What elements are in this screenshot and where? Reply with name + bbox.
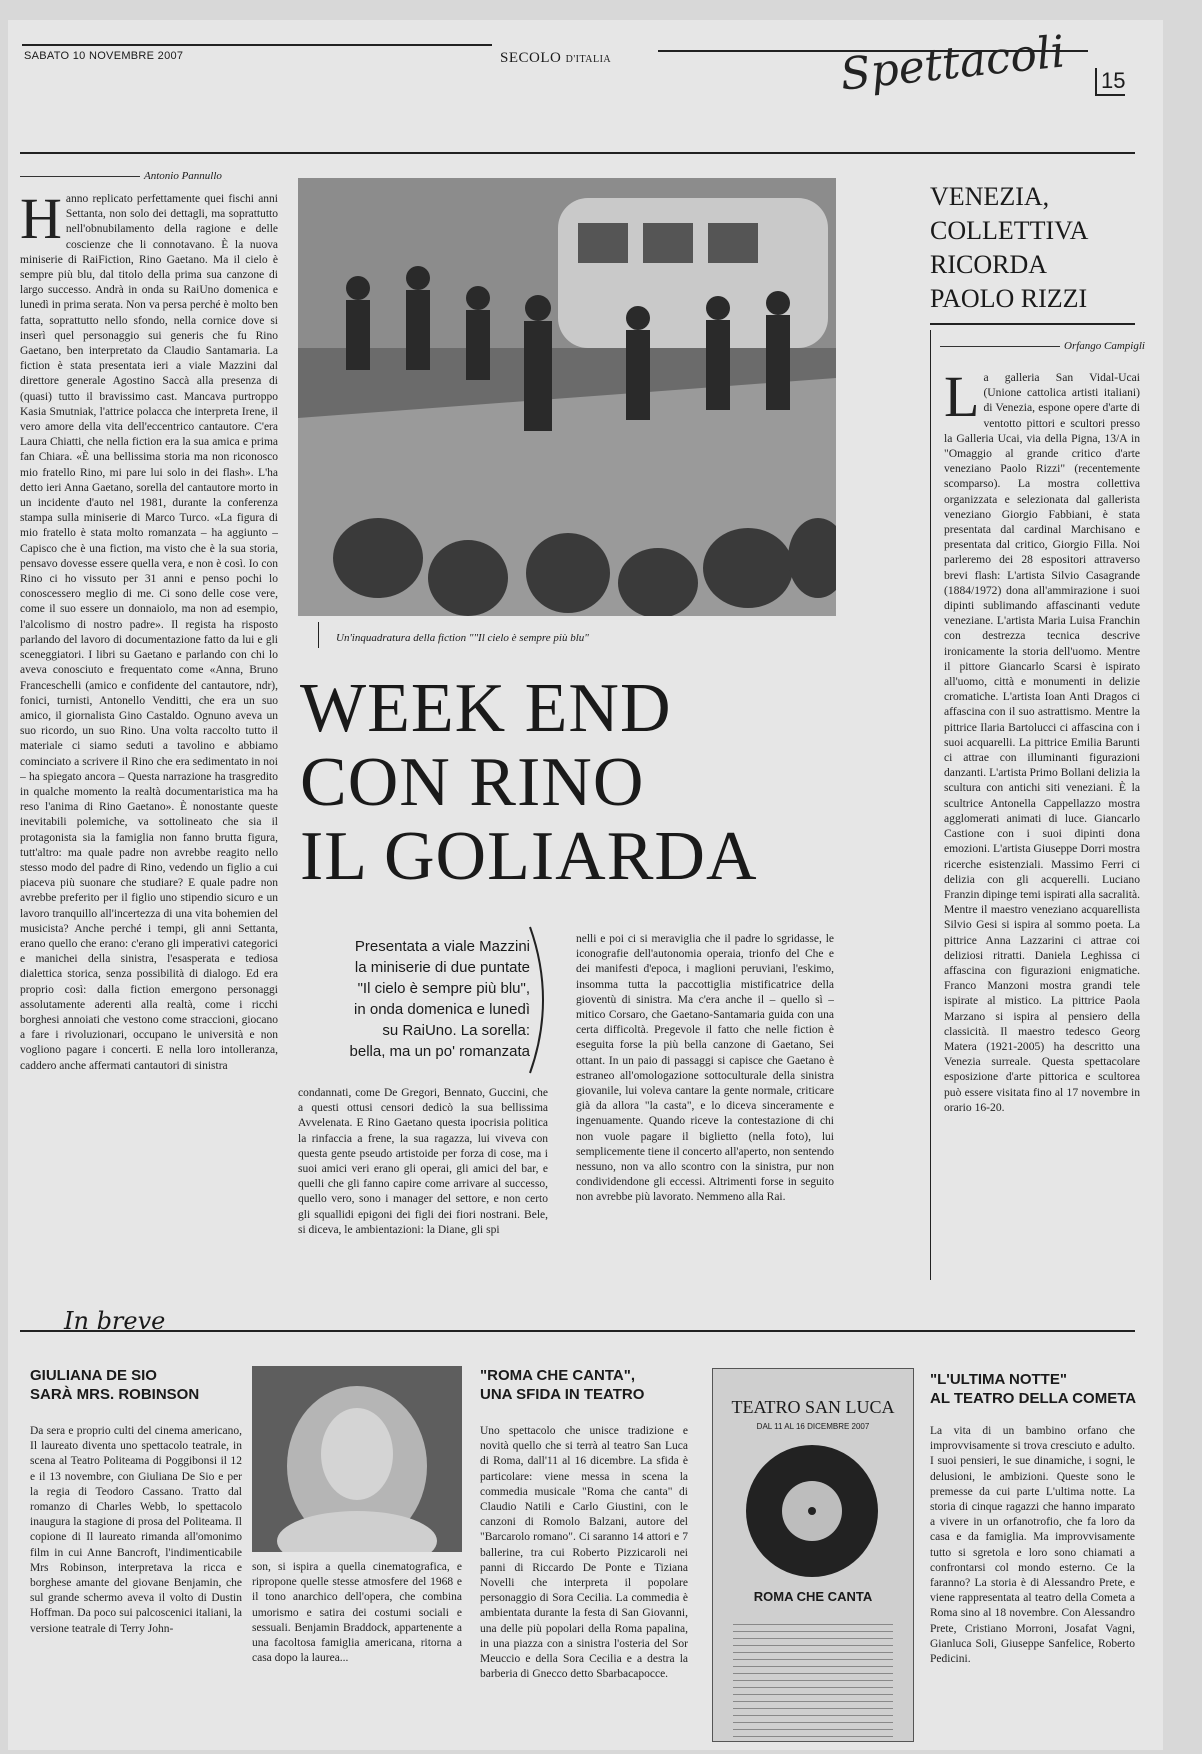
issue-date: SABATO 10 NOVEMBRE 2007 — [24, 50, 184, 62]
brief-2-title-line-2: UNA SFIDA IN TEATRO — [480, 1386, 645, 1403]
main-headline — [300, 672, 840, 894]
subhead-line-6: bella, ma un po' romanzata — [349, 1043, 530, 1060]
brief-2-title — [480, 1366, 710, 1404]
main-column-2: condannati, come De Gregori, Bennato, Guccini, che a questi ottusi censori dedicò la sua bellissima Avvelenata. E Rino Gaetano questa ipocrisia politica la rinfaccia a frene, la sua ragazza, lui viveva con questa gente pseudo artistoide per forza di cose, ma i suoi amici veri erano gli operai, gli amici del bar, e quelli che gli fanno capire come arrivare al successo, quello vero, sono i manager del settore, e non certo gli squallidi epigoni dei figli dei fiori nostrani. Bele, si diceva, le ambientazioni: la Diane, gli spi — [298, 1087, 548, 1236]
brief-3-title-line-1: "L'ULTIMA NOTTE" — [930, 1371, 1067, 1388]
sidebar-headline — [930, 180, 1130, 316]
subhead-line-1: Presentata a viale Mazzini — [354, 938, 530, 955]
sidebar-headline-line-1: VENEZIA, — [930, 182, 1050, 211]
sidebar-headline-line-2: COLLETTIVA — [930, 216, 1089, 245]
brief-3-title — [930, 1370, 1140, 1408]
main-column-1-text: anno replicato perfettamente quei fischi anni Settanta, non solo dei dettagli, ma soprattutto nell'obnubilamento della ragione e delle coscienze che li connotavano. È la nuova miniserie di RaiFiction, Rino Gaetano. Ma il cielo è sempre più blu, dal titolo della prima sua canzone di largo successo. Andrà in onda su RaiUno domenica e lunedì in prima serata. Non va persa perché è molto ben fatta, soprattutto nello sfondo, nella cornice dove si inserì quel personaggio sui generis che fu Rino Gaetano, ben interpretato da Claudio Santamaria. La fiction è stata presentata ieri a viale Mazzini dal direttore generale Agostino Saccà alla presenza di (quasi) tutto il bravissimo cast. Mancava purtroppo Kasia Smutniak, l'attrice polacca che interpreta Irene, il vero amore della vita dell'eccentrico cantautore. C'era Laura Chiatti, che nella fiction era la sua amica e prima fan Chiara. «È una bellissima storia ma non riconosco mio fratello Rino, mi pare lui solo in dei flash». L'ha detto ieri Anna Gaetano, sorella del cantautore morto in un incidente d'auto nel 1981, durante la conferenza stampa sulla miniserie di Marco Turco. «La figura di mio fratello è stata molto romanzata – ha aggiunto – Capisco che è una fiction, ma visto che è la sua storia, pensavo dovesse essere quella vera, e non è così. Io con Rino ci ho vissuto per 31 anni e penso pochi lo conoscessero meglio di me. Ci sono delle cose vere, come il suo essere un donnaiolo, ma non ad esempio, l'alcolismo di nostro padre». Il regista ha risposto parlando del lavoro di documentazione fatto da lui e gli sceneggiatori. I libri su Gaetano e parlando con chi lo aveva conosciuto e frequentato come «Anna, Bruno Franceschelli (amico e confidente del cantautore, ndr), fonici, turnisti, Antonello Venditti, che era un suo amico, il giornalista Gino Castaldo. Ognuno aveva un suo ricordo, un suo Rino. Una volta raccolto tutto il materiale ci siamo seduti a tavolino e abbiamo cominciato a scrivere il Rino che era sedimentato in noi – ha spiegato ancora – Questa narrazione ha trasgredito in qualche momento la realtà documentaristica ma ha reso l'anima di Rino Gaetano». È nonostante queste inevitabili polemiche, va sottolineato che sia il protagonista sia la famiglia non fanno brutta figura, tutt'altro: ma quale padre non avrebbe reagito nello stesso modo del padre di Rino, vedendo un figlio a cui piaceva più suonare che studiare? E quale padre non avrebbe preferito per il figlio uno stipendio sicuro e un lavoro tranquillo all'incertezza di una vita bohemien del musicista? Anche perché i tempi, gli anni Settanta, erano quello che erano: c'erano gli imperativi categorici e manichei della sinistra, l'esasperata e tediosa dialettica storica, senza possibilità di dialogo. Ed era proprio così: dalla fiction emergono personaggi assolutamente aderenti alla realtà, come i ricchi borghesi annoiati che vestono come straccioni, giocano a fare i rivoluzionari, occupano le università e non vogliono pagare i concerti. E nella loro intolleranza, caddero anche affermati cantautori di sinistra — [20, 193, 278, 1072]
subhead-line-2: la miniserie di due puntate — [354, 959, 530, 976]
newspaper-name — [500, 50, 611, 67]
sidebar-headline-line-4: PAOLO RIZZI — [930, 284, 1088, 313]
briefs-rule — [20, 1330, 1135, 1332]
brief-2-text: Uno spettacolo che unisce tradizione e novità quello che si terrà al teatro San Luca di Roma, dall'11 al 16 dicembre. La sfida è particolare: viene messa in scena la commedia musicale "Roma che canta" di Claudio Natili e Carlo Giustini, con le canzoni di Romolo Balzani, autore del "Barcarolo romano". Ci saranno 14 attori e 7 ballerine, tra cui Roberto Pizzicaroli nei panni di Riccardo De Ponte e Tiziana Novelli che interpreta il popolare personaggio di Sora Cecilia. La commedia è ambientata durante la festa di San Giovanni, una delle più popolari della Roma papalina, in una piazza con a sinistra l'osteria del Sor Meuccio e della Sora Cecilia e a destra la barberia di Gnecco detto Sbarbacapocce. — [480, 1425, 688, 1681]
masthead-rule-left — [22, 44, 492, 46]
header-rule — [20, 152, 1135, 154]
brief-2-title-line-1: "ROMA CHE CANTA", — [480, 1367, 636, 1384]
sidebar-divider — [930, 330, 931, 1280]
brief-1-title — [30, 1366, 250, 1404]
headline-line-2: CON RINO — [300, 744, 645, 821]
actress-portrait-image — [252, 1366, 462, 1552]
brief-1-title-line-1: GIULIANA DE SIO — [30, 1367, 157, 1384]
headline-line-1: WEEK END — [300, 670, 672, 747]
newspaper-name-main: SECOLO — [500, 50, 562, 66]
sidebar-byline: Orfango Campigli — [940, 340, 1145, 352]
headline-line-3: IL GOLIARDA — [300, 818, 758, 895]
page-number: 15 — [1095, 68, 1125, 96]
poster-theatre: TEATRO SAN LUCA — [731, 1397, 895, 1417]
brief-1-title-line-2: SARÀ MRS. ROBINSON — [30, 1386, 200, 1403]
poster-dates: DAL 11 AL 16 DICEMBRE 2007 — [756, 1422, 870, 1431]
theatre-poster — [712, 1368, 914, 1742]
poster-show-title: ROMA CHE CANTA — [753, 1589, 873, 1604]
brief-3-text: La vita di un bambino orfano che improvvisamente si trova cresciuto e adulto. I suoi pensieri, le sue dinamiche, i sogni, le delusioni, le ambizioni. Queste sono le premesse da cui parte L'ultima notte. La storia di cinque ragazzi che hanno imparato a vivere in un orfanotrofio, che fa loro da casa e da famiglia. Ma improvvisamente tutto si sgretola e loro sono chiamati a confrontarsi col mondo esterno. Ce la faranno? La storia è di Alessandro Prete, e viene rappresentata al teatro della Cometa a Roma sino al 18 novembre. Con Alessandro Prete, Cristiano Morroni, Josafat Vagni, Gianluca Soli, Giuseppe Sanfelice, Roberto Pedicini. — [930, 1425, 1135, 1666]
vinyl-record-icon — [713, 1441, 911, 1581]
sidebar-dropcap: L — [944, 370, 980, 429]
concert-photo — [298, 178, 836, 616]
main-byline: Antonio Pannullo — [20, 170, 222, 182]
newspaper-name-small: D'ITALIA — [565, 54, 612, 65]
brief-1-text-continued: son, si ispira a quella cinematografica, e ripropone quelle stesse atmosfere del 1968 e il tono anarchico dell'opera, che combina umorismo e satira dei costumi sociali e sessuali. Benjamin Braddock, appartenente a una facoltosa famiglia americana, ritorna a casa dopo la laurea... — [252, 1561, 462, 1665]
photo-caption: Un'inquadratura della fiction ""Il cielo è sempre più blu" — [336, 632, 589, 644]
sidebar-rule — [930, 323, 1135, 325]
sidebar-text-column — [944, 370, 1140, 1292]
brief-1-text: Da sera e proprio culti del cinema americano, Il laureato diventa uno spettacolo teatrale, in scena al Teatro Politeama di Poggibonsi il 12 e il 13 novembre, con Giuliana De Sio e per la regia di Teodoro Cassano. Tratto dal romanzo di Charles Webb, lo spettacolo inaugura la stagione di prosa del Politeama. Il copione di Il laureato rimanda all'omonimo film in cui Anne Bancroft, l'indimenticabile Mrs Robinson, interpretava la ricca e borghese amante del giovane Benjamin, che sul grande schermo aveva il volto di Dustin Hoffman. Da poco sui palcoscenici italiani, la versione teatrale di Terry John- — [30, 1425, 242, 1635]
sidebar-text: a galleria San Vidal-Ucai (Unione cattolica artisti italiani) di Venezia, espone opere d'arte di ventotto pittori e scultori presso la Galleria Ucai, via della Pigna, 13/A in "Omaggio al grande critico d'arte veneziano Paolo Rizzi" (recentemente scomparso). La mostra collettiva organizzata e selezionata dal gallerista veneziano Giorgio Fabbiani, è stata presentata dal cardinal Marchisano e presentata dal critico, Giorgio Filla. Noi parleremo dei 28 espositori attraverso brevi flash: L'artista Silvio Casagrande (1884/1972) dona all'ammirazione i suoi dipinti sublimando affascinanti vedute veneziane. L'artista Maria Luisa Franchin con destrezza tecnica descrive ironicamente la storia dell'uomo. Mentre il pittore Giancarlo Scarsi è ispirato all'uomo, città e monumenti in delizie cromatiche. L'artista Ioan Anti Dragos ci affascina con il suo astrattismo. Mentre la pittrice Ilaria Bartolucci ci affascina con i suoi acquarelli. La pittrice Emilia Barunti ci attrae con illuminanti figurazioni danzanti. L'artista Primo Bollani delizia la scultura con antichi siti veneziani. È la scultrice Antonella Cappellazzo mostra agglomerati animati di luce. Giancarlo Castione con i suoi dipinti dona emozioni. L'artista Giuseppe Dorri mostra ricerche esistenziali. Massimo Ferri ci delizia con gli acquerelli. Luciano Franzin dipinge temi ispirati alla sacralità. Mentre il maestro veneziano acquarellista Silvio Gesi si ispira al sommo poeta. La pittrice Anna Lazzarini ci attrae coi deliziosi ritratti. Daniela Leghissa ci affascina con figurazioni enigmatiche. Franco Manzoni mostra grandi tele ispirate al mistico. La pittrice Paola Marzano si ispira al pensiero della classicità. Il maestro tedesco Georg Matera (1921-2005) ha descritto una Venezia surreale. Questa spettacolare esposizione d'arte pittorica e scultorea può essere visitata fino al 17 novembre in orario 16-20. — [944, 371, 1140, 1114]
sidebar-headline-line-3: RICORDA — [930, 250, 1048, 279]
actress-portrait — [252, 1366, 462, 1552]
concert-photo-image — [298, 178, 836, 616]
main-subhead — [300, 936, 530, 1062]
brief-3-title-line-2: AL TEATRO DELLA COMETA — [930, 1390, 1137, 1407]
section-title: Spettacoli — [837, 26, 1068, 101]
subhead-line-5: su RaiUno. La sorella: — [382, 1022, 530, 1039]
main-column-3: nelli e poi ci si meraviglia che il padre lo sgridasse, le iconografie dell'autonomia operaia, trionfo del Che e dei manifesti d'epoca, i maglioni peruviani, l'eskimo, insomma tutta la paccottiglia mistificatrice della gioventù di sinistra. Ma c'era anche il – quello sì – mitico Corsaro, che Gaetano-Santamaria guida con una certa difficoltà. Pregevole il fatto che nelle fiction è eseguita forse la più bella canzone di Gaetano, Sei ottant. In un paio di passaggi si capisce che Gaetano è estraneo all'omologazione sottoculturale della sinistra giovanile, lui voleva cantare la gente normale, criticare già da allora "la casta", e lo diceva sinceramente e ingenuamente. Quando riceve la contestazione di chi non vuole pagare il biglietto (nella foto), lui semplicemente tiene il concerto all'aperto, non sentendo nessuno, non va allo scontro con la sinistra, pur non condividendone gli eccessi. Altrimenti forse in seguito non avrebbe più lavorato. Nemmeno alla Rai. — [576, 933, 834, 1204]
subhead-bracket — [526, 925, 556, 1075]
main-dropcap: H — [20, 192, 62, 251]
caption-rule — [318, 622, 319, 648]
subhead-line-3: "Il cielo è sempre più blu", — [357, 980, 530, 997]
subhead-line-4: in onda domenica e lunedì — [354, 1001, 530, 1018]
poster-cast-list — [733, 1618, 893, 1738]
briefs-header: In breve — [64, 1307, 166, 1335]
main-column-1 — [20, 192, 278, 1280]
